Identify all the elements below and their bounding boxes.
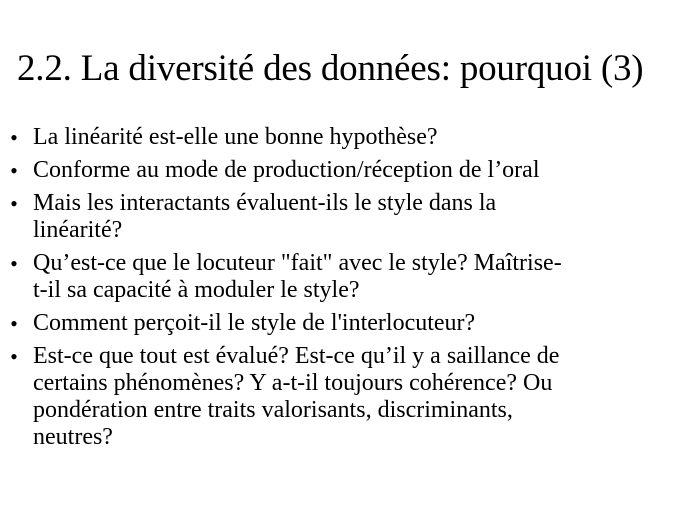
bullet-dot-icon: • [10,191,18,216]
bullet-dot-icon: • [10,344,18,369]
bullet-text-line: Mais les interactants évaluent-ils le style dans la [33,190,497,216]
bullet-item [0,343,689,451]
bullet-text-line: pondération entre traits valorisants, discriminants, [33,397,513,423]
bullet-text-line: Comment perçoit-il le style de l'interlocuteur? [33,310,476,336]
slide-title: 2.2. La diversité des données: pourquoi (3) [17,48,644,89]
bullet-text-line: linéarité? [33,217,123,243]
bullet-dot-icon: • [10,158,18,183]
bullet-item [0,250,689,304]
bullet-item [0,310,689,337]
bullet-item [0,157,689,184]
bullet-text-line: neutres? [33,424,113,450]
bullet-list [0,124,689,457]
bullet-item [0,124,689,151]
bullet-dot-icon: • [10,311,18,336]
bullet-text-line: certains phénomènes? Y a-t-il toujours cohérence? Ou [33,370,553,396]
bullet-text-line: t-il sa capacité à moduler le style? [33,277,360,303]
bullet-text-line: Conforme au mode de production/réception de l’oral [33,157,540,183]
bullet-text-line: Est-ce que tout est évalué? Est-ce qu’il y a saillance de [33,343,560,369]
bullet-dot-icon: • [10,251,18,276]
bullet-dot-icon: • [10,125,18,150]
bullet-text-line: Qu’est-ce que le locuteur "fait" avec le style? Maîtrise- [33,250,562,276]
bullet-text-line: La linéarité est-elle une bonne hypothèse? [33,124,438,150]
bullet-item [0,190,689,244]
